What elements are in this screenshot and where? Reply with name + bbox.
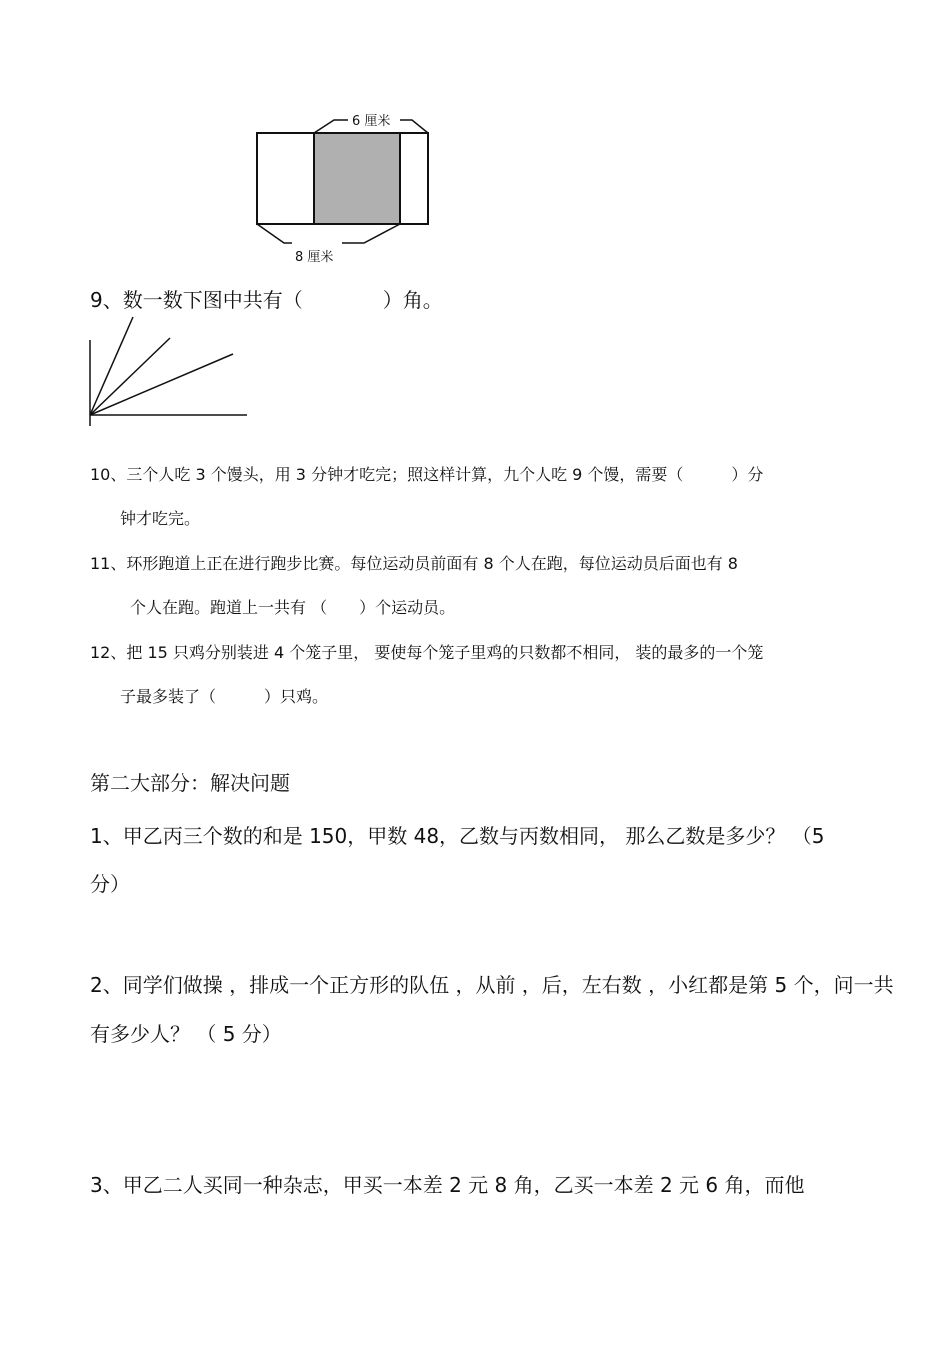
top-brace	[314, 120, 348, 133]
rectangle-net-figure	[240, 105, 450, 270]
top-brace-right	[400, 120, 428, 133]
net-shaded-face	[314, 133, 400, 224]
question-12-line1: 12、把 15 只鸡分别装进 4 个笼子里， 要使每个笼子里鸡的只数都不相同， 装的最多的一个笼	[90, 643, 764, 662]
top-dimension-label: 6 厘米	[352, 114, 391, 129]
net-left-panel	[257, 133, 314, 224]
angle-figure	[85, 312, 255, 430]
question-12-line2: 子最多装了（ ）只鸡。	[120, 687, 329, 706]
problem-3-line1: 3、甲乙二人买同一种杂志，甲买一本差 2 元 8 角，乙买一本差 2 元 6 角，而他	[90, 1173, 805, 1197]
question-10-line1: 10、三个人吃 3 个馒头，用 3 分钟才吃完；照这样计算，九个人吃 9 个馒，需要（ ）分	[90, 465, 764, 484]
question-9: 9、数一数下图中共有（ ）角。	[90, 288, 443, 312]
bottom-brace	[257, 224, 292, 243]
question-10-line2: 钟才吃完。	[120, 509, 201, 528]
problem-1-line1: 1、甲乙丙三个数的和是 150，甲数 48，乙数与丙数相同， 那么乙数是多少？ （5	[90, 824, 825, 848]
bottom-dimension-label: 8 厘米	[295, 250, 334, 265]
question-11-line1: 11、环形跑道上正在进行跑步比赛。每位运动员前面有 8 个人在跑，每位运动员后面也有 8	[90, 554, 738, 573]
section-2-title: 第二大部分：解决问题	[90, 771, 290, 795]
problem-1-line2: 分）	[90, 872, 130, 896]
question-11-line2: 个人在跑。跑道上一共有 （ ）个运动员。	[130, 598, 456, 617]
ray-steep	[90, 317, 133, 415]
problem-2-line1: 2、同学们做操 ，排成一个正方形的队伍 ，从前 ，后，左右数 ，小红都是第 5 个，问一共	[90, 973, 894, 997]
problem-2-line2: 有多少人？ （ 5 分）	[90, 1022, 282, 1046]
ray-shallow	[90, 354, 233, 415]
bottom-brace-right	[342, 224, 400, 243]
ray-middle	[90, 338, 170, 415]
net-right-panel	[400, 133, 428, 224]
